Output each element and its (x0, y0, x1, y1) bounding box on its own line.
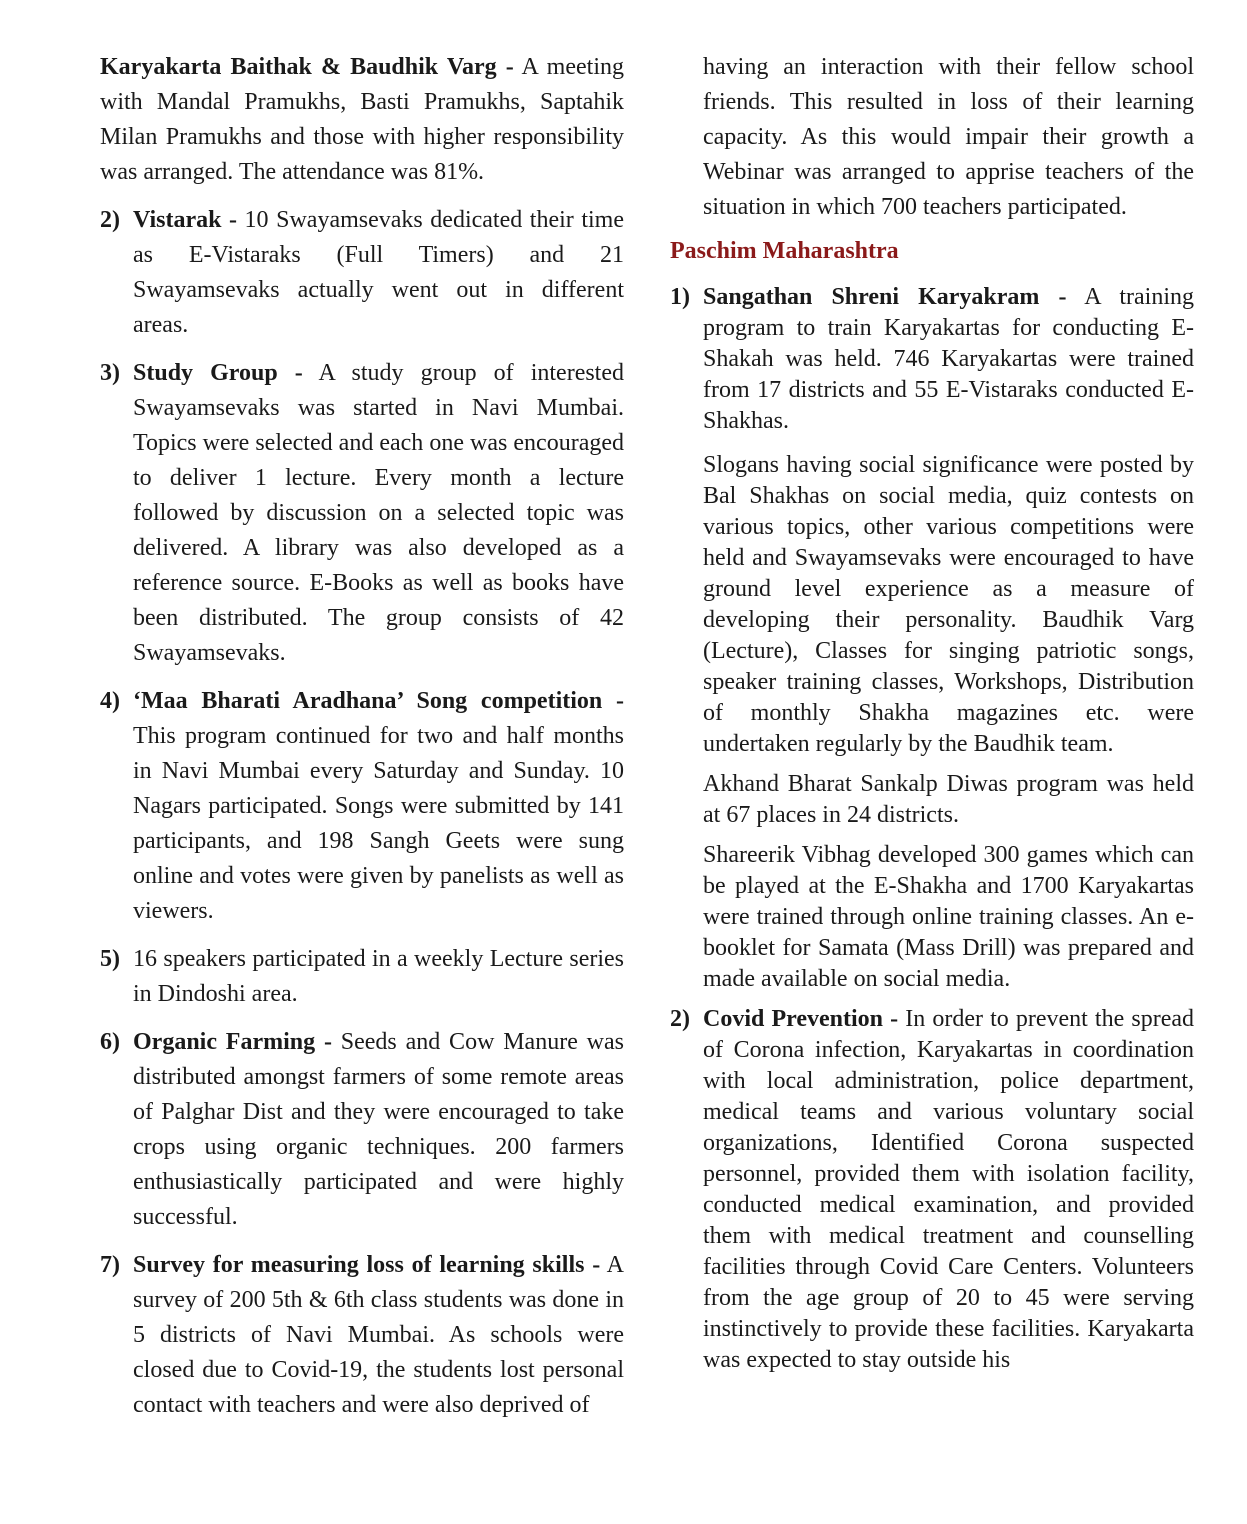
item-number: 6) (100, 1029, 120, 1055)
item-heading: Survey for measuring loss of learning skills - (133, 1252, 601, 1278)
intro-paragraph (100, 50, 624, 190)
section-heading: Paschim Maharashtra (670, 238, 899, 264)
body-paragraph: Shareerik Vibhag developed 300 games which can be played at the E-Shakha and 1700 Karyakartas were trained through online training classes. An e-booklet for Samata (Mass Drill) was prepared and made available on social media. (703, 842, 1194, 992)
item-number: 5) (100, 946, 120, 972)
continuation-paragraph: having an interaction with their fellow school friends. This resulted in loss of their learning capacity. As this would impair their growth a Webinar was arranged to apprise teachers of the situation in which 700 teachers participated. (703, 54, 1194, 220)
list-item-lecture-series (100, 942, 624, 1012)
left-column (100, 50, 624, 1436)
item-text: In order to prevent the spread of Corona infection, Karyakartas in coordination with local administration, police department, medical teams and various voluntary social organizations, Identified Corona suspected personnel, provided them with isolation facility, conducted medical examination, and provided them with medical treatment and counselling facilities through Covid Care Centers. Volunteers from the age group of 20 to 45 were serving instinctively to provide these facilities. Karyakarta was expected to stay outside his (703, 1006, 1194, 1373)
item-number: 7) (100, 1252, 120, 1278)
item-heading: Organic Farming - (133, 1029, 332, 1055)
item-number: 3) (100, 360, 120, 386)
body-paragraph: Akhand Bharat Sankalp Diwas program was held at 67 places in 24 districts. (703, 771, 1194, 828)
item-number: 2) (670, 1006, 690, 1032)
item-text: A study group of interested Swayamsevaks was started in Navi Mumbai. Topics were selected and each one was encouraged to deliver 1 lecture. Every month a lecture followed by discussion on a selected topic was delivered. A library was also developed as a reference source. E-Books as well as books have been distributed. The group consists of 42 Swayamsevaks. (133, 360, 625, 666)
item-heading: Covid Prevention - (703, 1006, 899, 1032)
item-text: Seeds and Cow Manure was distributed amongst farmers of some remote areas of Palghar Dist and they were encouraged to take crops using organic techniques. 200 farmers enthusiastically participated and were highly successful. (133, 1029, 624, 1230)
item-number: 2) (100, 207, 120, 233)
item-heading: Vistarak - (133, 207, 237, 233)
list-item-vistarak (100, 203, 624, 343)
list-item-learning-survey (100, 1248, 624, 1423)
item-text: This program continued for two and half months in Navi Mumbai every Saturday and Sunday. 10 Nagars participated. Songs were submitted by 141 participants, and 198 Sangh Geets were sung online and votes were given by panelists as well as viewers. (133, 723, 624, 924)
item-number: 1) (670, 284, 690, 310)
intro-heading: Karyakarta Baithak & Baudhik Varg - (100, 54, 514, 80)
item-text: A training program to train Karyakartas for conducting E-Shakah was held. 746 Karyakartas were trained from 17 districts and 55 E-Vistaraks conducted E-Shakhas. (703, 284, 1194, 434)
item-number: 4) (100, 688, 120, 714)
intro-text: A meeting with Mandal Pramukhs, Basti Pramukhs, Saptahik Milan Pramukhs and those with higher responsibility was arranged. The attendance was 81%. (100, 54, 624, 185)
item-heading: ‘Maa Bharati Aradhana’ Song competition - (133, 688, 624, 714)
item-text: 10 Swayamsevaks dedicated their time as E-Vistaraks (Full Timers) and 21 Swayamsevaks actually went out in different areas. (133, 207, 625, 338)
body-paragraph: Slogans having social significance were posted by Bal Shakhas on social media, quiz contests on various topics, other various competitions were held and Swayamsevaks were encouraged to have ground level experience as a measure of developing their personality. Baudhik Varg (Lecture), Classes for singing patriotic songs, speaker training classes, Workshops, Distribution of monthly Shakha magazines etc. were undertaken regularly by the Baudhik team. (703, 452, 1194, 757)
right-column (670, 50, 1194, 1389)
list-item-organic-farming (100, 1025, 624, 1235)
item-text: A survey of 200 5th & 6th class students was done in 5 districts of Navi Mumbai. As schools were closed due to Covid-19, the students lost personal contact with teachers and were also deprived of (133, 1252, 624, 1418)
item-heading: Study Group - (133, 360, 303, 386)
item-text: 16 speakers participated in a weekly Lecture series in Dindoshi area. (133, 946, 624, 1007)
list-item-sangathan-shreni (670, 282, 1194, 437)
list-item-covid-prevention (670, 1004, 1194, 1376)
item-heading: Sangathan Shreni Karyakram - (703, 284, 1067, 310)
list-item-study-group (100, 356, 624, 671)
list-item-song-competition (100, 684, 624, 929)
